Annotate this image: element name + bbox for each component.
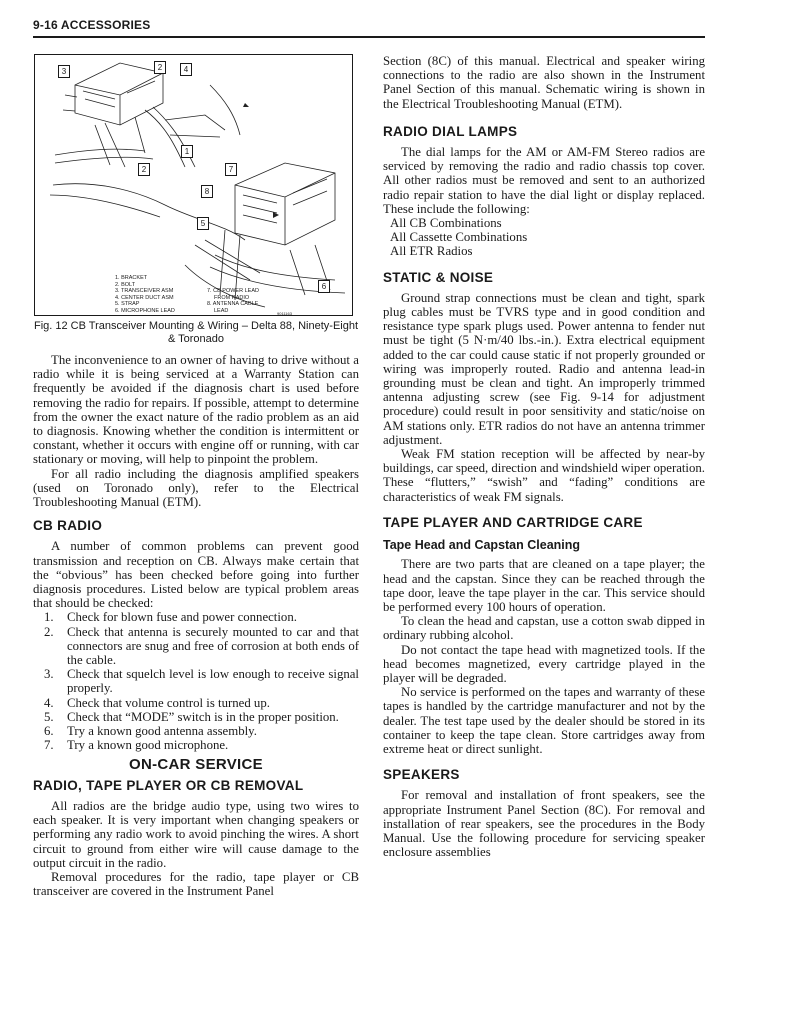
callout-1: 1: [181, 145, 193, 158]
paragraph: The dial lamps for the AM or AM-FM Stereo radios are serviced by removing the radio and radio chassis top cover. All other radios must be removed and sent to an authorized radio repair station to have the dial light or display replaced. These include the following:: [383, 145, 705, 216]
section-heading-on-car-service: ON-CAR SERVICE: [129, 756, 263, 774]
right-column: [383, 54, 705, 859]
callout-8: 8: [201, 185, 213, 198]
list-text: Check that volume control is turned up.: [67, 695, 270, 710]
list-item: [33, 724, 359, 738]
list-number: 7.: [44, 738, 54, 753]
callout-7: 7: [225, 163, 237, 176]
list-number: 1.: [44, 610, 54, 625]
paragraph: A number of common problems can prevent good transmission and reception on CB. Always make certain that the “obvious” has been checked before going into further diagnosis procedures. Listed below are typical problem areas that should be checked:: [33, 539, 359, 611]
list-item: [33, 738, 359, 752]
callout-3: 3: [58, 65, 70, 78]
legend-item: 6. MICROPHONE LEAD: [115, 307, 175, 314]
list-number: 2.: [44, 624, 54, 639]
callout-6: 6: [318, 280, 330, 293]
list-text: Check that “MODE” switch is in the proper position.: [67, 709, 339, 724]
section-heading-cb-radio: CB RADIO: [33, 518, 103, 534]
figure-line-drawing: [35, 55, 353, 316]
dial-lamp-list: [383, 216, 705, 259]
paragraph: Do not contact the tape head with magnetized tools. If the head becomes magnetized, every cartridge played in the player will be degraded.: [383, 642, 705, 685]
paragraph: Weak FM station reception will be affected by near-by buildings, car speed, direction and windshield wiper operation. These “flutters,” “swish” and “fading” conditions are characteristics of weak FM signals.: [383, 447, 705, 504]
legend-item: 4. CENTER DUCT ASM: [115, 294, 174, 301]
list-text: Check for blown fuse and power connection.: [67, 610, 297, 625]
list-number: 5.: [44, 709, 54, 724]
legend-item: 7. CB POWER LEAD: [207, 288, 259, 294]
callout-5: 5: [197, 217, 209, 230]
list-text: Check that squelch level is low enough to receive signal properly.: [67, 667, 359, 696]
checklist: [33, 610, 359, 752]
legend-item: 2. BOLT: [115, 281, 136, 288]
paragraph: Ground strap connections must be clean and tight, spark plug cables must be TVRS type and in good condition and resistance type spark plugs used. Power antenna to fender nut must be tight (5 N·m/40 lbs.-in.). Extra electrical equipment added to the car could cause static if not properly grounded or wiring was improperly routed. Radio and antenna lead-in grounding must be clean and tight. An improperly trimmed antenna adjusting screw (see Fig. 9-14 for adjustment procedure) could result in poor sensitivity and static/noise on AM stations only. ETR radios do not have an antenna trimmer adjustment.: [383, 290, 705, 447]
figure-legend-left: [115, 275, 175, 315]
callout-4: 4: [180, 63, 192, 76]
legend-item: FROM RADIO: [214, 294, 250, 301]
section-heading-removal: RADIO, TAPE PLAYER OR CB REMOVAL: [33, 777, 304, 793]
paragraph: To clean the head and capstan, use a cotton swab dipped in ordinary rubbing alcohol.: [383, 614, 705, 643]
list-item: All CB Combinations: [390, 216, 502, 231]
figure-caption: Fig. 12 CB Transceiver Mounting & Wiring – Delta 88, Ninety-Eight & Toronado: [33, 320, 359, 345]
paragraph: For removal and installation of front speakers, see the appropriate Instrument Panel Section (8C). For removal and installation of rear speakers, see the procedures in the Body Manual. Use the following procedure for servicing speaker enclosure assemblies: [383, 788, 705, 860]
list-item: [33, 710, 359, 724]
legend-item: LEAD: [214, 307, 229, 314]
list-number: 4.: [44, 695, 54, 710]
list-text: Check that antenna is securely mounted to car and that connectors are snug and free of corrosion at both ends of the cable.: [67, 624, 359, 668]
paragraph: Section (8C) of this manual. Electrical and speaker wiring connections to the radio are also shown in the Instrument Panel Section of this manual. Schematic wiring is shown in the Electrical Troubleshooting Manual (ETM).: [383, 54, 705, 111]
paragraph: No service is performed on the tapes and warranty of these tapes is handled by the cartridge manufacturer and not by the dealer. The test tape used by the dealer should be stored in its container to keep the tape clean. Store cartridges away from extreme heat or direct sunlight.: [383, 685, 705, 756]
list-number: 3.: [44, 667, 54, 682]
subsection-heading-tape-head: Tape Head and Capstan Cleaning: [383, 538, 581, 553]
page-header: 9-16 ACCESSORIES: [33, 18, 151, 32]
paragraph: Removal procedures for the radio, tape player or CB transceiver are covered in the Instrument Panel: [33, 869, 359, 899]
legend-item: 5. STRAP: [115, 301, 140, 308]
legend-item: 3. TRANSCEIVER ASM: [115, 288, 174, 295]
legend-item: 1. BRACKET: [115, 275, 148, 281]
section-heading-tape-player: TAPE PLAYER AND CARTRIDGE CARE: [383, 514, 643, 530]
list-text: Try a known good antenna assembly.: [67, 724, 257, 739]
list-item: [33, 610, 359, 624]
list-item: [33, 625, 359, 668]
list-item: [33, 696, 359, 710]
legend-item: 8. ANTENNA CABLE: [207, 301, 259, 308]
section-heading-radio-dial-lamps: RADIO DIAL LAMPS: [383, 123, 518, 139]
list-item: All ETR Radios: [390, 244, 473, 259]
figure-legend-right: [207, 288, 259, 314]
list-item: [33, 667, 359, 695]
section-heading-static-noise: STATIC & NOISE: [383, 269, 494, 285]
callout-2: 2: [138, 163, 150, 176]
list-text: Try a known good microphone.: [67, 738, 229, 753]
list-item: All Cassette Combinations: [390, 230, 528, 245]
paragraph: There are two parts that are cleaned on a tape player; the head and the capstan. Since they can be reached through the tape door, leave the tape player in the car. This service should be performed every 100 hours of operation.: [383, 557, 705, 614]
figure-cb-transceiver: [34, 54, 353, 316]
header-rule: [33, 36, 705, 38]
section-heading-speakers: SPEAKERS: [383, 767, 460, 783]
paragraph: For all radio including the diagnosis amplified speakers (used on Toronado only), refer to the Electrical Troubleshooting Manual (ETM).: [33, 466, 359, 510]
list-number: 6.: [44, 724, 54, 739]
callout-2-top: 2: [154, 61, 166, 74]
left-column: [33, 54, 359, 898]
figure-code: 9011163: [277, 311, 292, 316]
paragraph: All radios are the bridge audio type, using two wires to each speaker. It is very important when changing speakers or performing any radio work to avoid pinching the wires. A short circuit to ground from either wire will cause damage to the output circuit in the radio.: [33, 798, 359, 870]
paragraph: The inconvenience to an owner of having to drive without a radio while it is being serviced at a Warranty Station can frequently be avoided if the diagnosis chart is used before removing the radio for repairs. If possible, attempt to determine from the owner the exact nature of the radio problem as an aid to diagnosis. Knowing whether the condition is intermittent or constant, whether it occurs with engine off or running, with car stationary or moving, will help to pinpoint the problem.: [33, 353, 359, 467]
